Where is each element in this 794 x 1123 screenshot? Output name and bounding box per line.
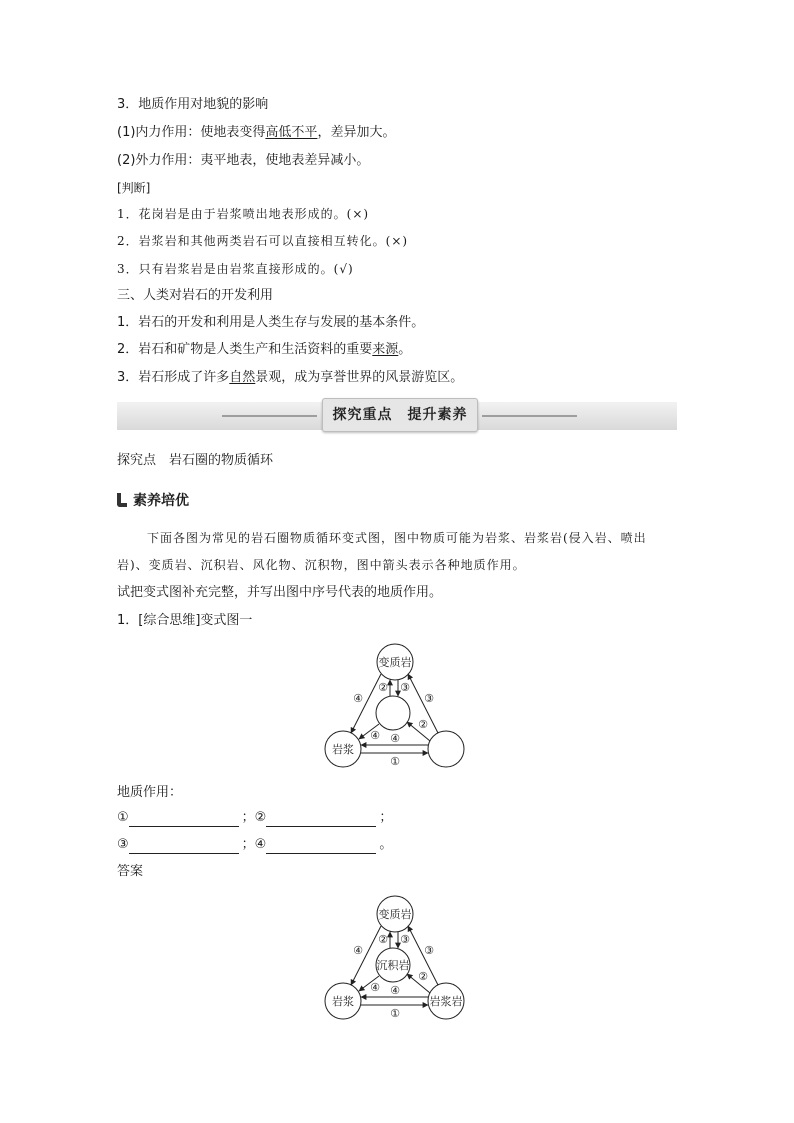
item3-prefix: 3．岩石形成了许多: [117, 370, 230, 385]
label-center: 沉积岩: [376, 959, 410, 972]
num-4-left: ④: [353, 944, 363, 957]
node-center: [376, 696, 410, 730]
judge-item-3: 3．只有岩浆岩是由岩浆直接形成的。(√): [117, 262, 354, 276]
num-3-center: ③: [400, 933, 410, 946]
node-right: [428, 731, 464, 767]
answer-end: 。: [379, 837, 393, 852]
rock-cycle-diagram-1: [318, 636, 474, 774]
item2-suffix: 。: [398, 342, 412, 357]
num-3-right: ③: [424, 692, 434, 705]
item2-prefix: 2．岩石和矿物是人类生产和生活资料的重要: [117, 342, 373, 357]
label-top: 变质岩: [378, 908, 412, 921]
answer-field-4[interactable]: [266, 840, 376, 854]
section3-title: 3．地质作用对地貌的影响: [117, 97, 269, 112]
section-banner: [117, 396, 677, 434]
part3-item-3: [117, 369, 463, 387]
judge-item-1: 1．花岗岩是由于岩浆喷出地表形成的。(×): [117, 207, 370, 221]
label-right: 岩浆岩: [429, 995, 463, 1008]
banner-wing-left: [222, 415, 317, 417]
num-1-bottom: ①: [390, 1007, 400, 1020]
num-4-bottom: ④: [390, 984, 400, 997]
task-line: 试把变式图补充完整，并写出图中序号代表的地质作用。: [117, 585, 443, 600]
tag-bracket-icon: [117, 493, 127, 507]
tag-label: 素养培优: [133, 493, 189, 509]
outer-force-line: (2)外力作用：夷平地表，使地表差异减小。: [117, 153, 370, 168]
answers-row-1: [117, 809, 392, 827]
num-4-mid: ④: [370, 729, 380, 742]
num-3-right: ③: [424, 944, 434, 957]
answer-sep-1: ；: [241, 810, 255, 825]
num-3-center: ③: [400, 681, 410, 694]
inner-suffix: ，差异加大。: [317, 125, 396, 140]
num-2-right: ②: [418, 970, 428, 983]
answers-row-2: [117, 836, 392, 854]
answer-num-3: ③: [117, 837, 129, 852]
item3-underlined: 自然: [229, 370, 256, 385]
inner-force-line: [117, 124, 395, 142]
literacy-tag: [117, 488, 189, 512]
num-2-center: ②: [378, 933, 388, 946]
part3-title: 三、人类对岩石的开发利用: [117, 288, 274, 303]
inner-prefix: (1)内力作用：使地表变得: [117, 125, 266, 140]
num-4-bottom: ④: [390, 732, 400, 745]
num-2-right: ②: [418, 718, 428, 731]
answer-num-1: ①: [117, 810, 129, 825]
label-left: 岩浆: [332, 743, 354, 756]
answer-sep-2: ；: [379, 810, 393, 825]
judge-item-2: 2．岩浆岩和其他两类岩石可以直接相互转化。(×): [117, 234, 409, 248]
item3-suffix: 景观，成为享誉世界的风景游览区。: [255, 370, 464, 385]
label-top: 变质岩: [378, 656, 412, 669]
part3-item-1: 1．岩石的开发和利用是人类生存与发展的基本条件。: [117, 315, 425, 330]
answers-title: 地质作用：: [117, 785, 183, 800]
num-2-center: ②: [378, 681, 388, 694]
inner-underlined: 高低不平: [265, 125, 318, 140]
explore-title: 探究点 岩石圈的物质循环: [117, 453, 274, 468]
num-4-mid: ④: [370, 981, 380, 994]
num-4-left: ④: [353, 692, 363, 705]
banner-label: 探究重点 提升素养: [322, 398, 478, 432]
num-1-bottom: ①: [390, 755, 400, 768]
intro-line-1: 下面各图为常见的岩石圈物质循环变式图，图中物质可能为岩浆、岩浆岩(侵入岩、喷出: [147, 531, 647, 545]
label-left: 岩浆: [332, 995, 354, 1008]
answer-sep-3: ；: [241, 837, 255, 852]
answer-num-2: ②: [254, 810, 267, 825]
banner-wing-right: [482, 415, 577, 417]
item2-underlined: 来源: [372, 342, 399, 357]
answer-field-1[interactable]: [129, 813, 239, 827]
intro-line-2: 岩)、变质岩、沉积岩、风化物、沉积物，图中箭头表示各种地质作用。: [117, 558, 526, 572]
judge-title: [判断]: [117, 181, 151, 195]
part3-item-2: [117, 341, 411, 359]
rock-cycle-diagram-2: [318, 888, 474, 1026]
answer-field-2[interactable]: [266, 813, 376, 827]
question-1-title: 1．[综合思维]变式图一: [117, 613, 253, 628]
answer-field-3[interactable]: [129, 840, 239, 854]
answer-label: 答案: [117, 864, 144, 879]
answer-num-4: ④: [254, 837, 267, 852]
